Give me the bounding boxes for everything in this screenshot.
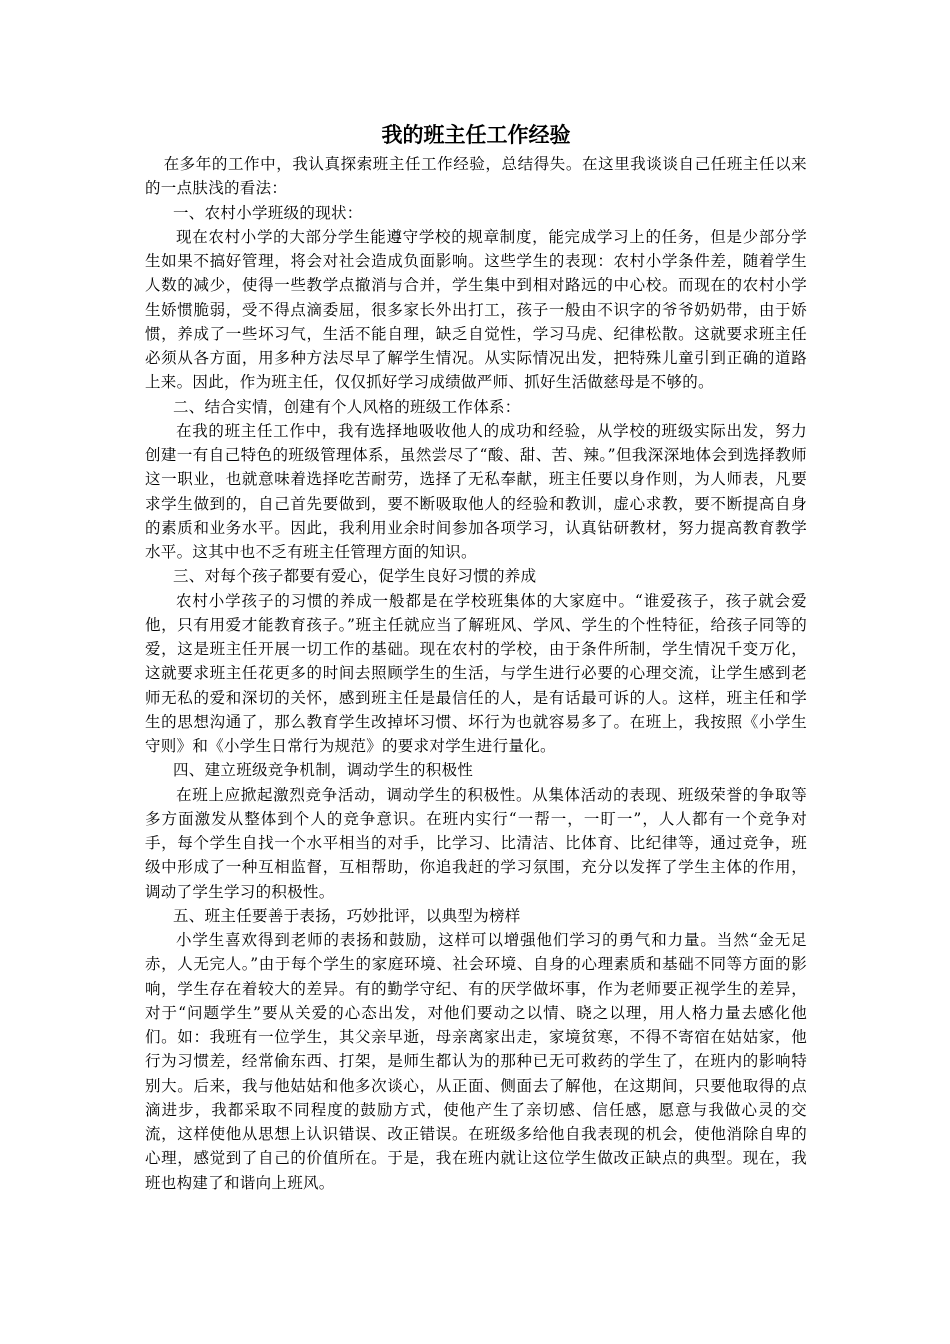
section-body-2: 在我的班主任工作中，我有选择地吸收他人的成功和经验，从学校的班级实际出发，努力创建一有自己特色的班级管理体系，虽然尝尽了“酸、甜、苦、辣。”但我深深地体会到选择教师这一职业，也就意味着选择吃苦耐劳，选择了无私奉献，班主任要以身作则，为人师表，凡要求学生做到的，自己首先要做到，要不断吸取他人的经验和教训，虚心求教，要不断提高自身的素质和业务水平。因此，我利用业余时间参加各项学习，认真钻研教材，努力提高教育教学水平。这其中也不乏有班主任管理方面的知识。	[145, 421, 807, 561]
section-body-3: 农村小学孩子的习惯的养成一般都是在学校班集体的大家庭中。“谁爱孩子，孩子就会爱他，只有用爱才能教育孩子。”班主任就应当了解班风、学风、学生的个性特征，给孩子同等的爱，这是班主任开展一切工作的基础。现在农村的学校，由于条件所制，学生情况千变万化，这就要求班主任花更多的时间去照顾学生的生活，与学生进行必要的心理交流，让学生感到老师无私的爱和深切的关怀，感到班主任是最信任的人，是有话最可诉的人。这样，班主任和学生的思想沟通了，那么教育学生改掉坏习惯、坏行为也就容易多了。在班上，我按照《小学生守则》和《小学生日常行为规范》的要求对学生进行量化。	[145, 591, 807, 755]
section-body-4: 在班上应掀起激烈竞争活动，调动学生的积极性。从集体活动的表现、班级荣誉的争取等多方面激发从整体到个人的竞争意识。在班内实行“一帮一，一盯一”，人人都有一个竞争对手，每个学生自找一个水平相当的对手，比学习、比清洁、比体育、比纪律等，通过竞争，班级中形成了一种互相监督，互相帮助，你追我赶的学习氛围，充分以发挥了学生主体的作用，调动了学生学习的积极性。	[145, 785, 807, 901]
intro-paragraph: 在多年的工作中，我认真探索班主任工作经验，总结得失。在这里我谈谈自己任班主任以来的一点肤浅的看法：	[145, 155, 807, 198]
section-heading-3: 三、对每个孩子都要有爱心，促学生良好习惯的养成	[173, 567, 537, 586]
section-heading-2: 二、结合实情，创建有个人风格的班级工作体系：	[173, 397, 521, 416]
section-body-5: 小学生喜欢得到老师的表扬和鼓励，这样可以增强他们学习的勇气和力量。当然“金无足赤，人无完人。”由于每个学生的家庭环境、社会环境、自身的心理素质和基础不同等方面的影响，学生存在着较大的差异。有的勤学守纪、有的厌学做坏事，作为老师要正视学生的差异，对于“问题学生”要从关爱的心态出发，对他们要动之以情、晓之以理，用人格力量去感化他们。如：我班有一位学生，其父亲早逝，母亲离家出走，家境贫寒，不得不寄宿在姑姑家，他行为习惯差，经常偷东西、打架，是师生都认为的那种已无可救药的学生了，在班内的影响特别大。后来，我与他姑姑和他多次谈心，从正面、侧面去了解他，在这期间，只要他取得的点滴进步，我都采取不同程度的鼓励方式，使他产生了亲切感、信任感，愿意与我做心灵的交流，这样使他从思想上认识错误、改正错误。在班级多给他自我表现的机会，使他消除自卑的心理，感觉到了自己的价值所在。于是，我在班内就让这位学生做改正缺点的典型。现在，我班也构建了和谐向上班风。	[145, 931, 807, 1192]
section-body-1: 现在农村小学的大部分学生能遵守学校的规章制度，能完成学习上的任务，但是少部分学生如果不搞好管理，将会对社会造成负面影响。这些学生的表现：农村小学条件差，随着学生人数的减少，使得一些教学点撤消与合并，学生集中到相对路远的中心校。而现在的农村小学生娇惯脆弱，受不得点滴委屈，很多家长外出打工，孩子一般由不识字的爷爷奶奶带，由于娇惯，养成了一些坏习气，生活不能自理，缺乏自觉性，学习马虎、纪律松散。这就要求班主任必须从各方面，用多种方法尽早了解学生情况。从实际情况出发，把特殊儿童引到正确的道路上来。因此，作为班主任，仅仅抓好学习成绩做严师、抓好生活做慈母是不够的。	[145, 227, 807, 392]
section-heading-5: 五、班主任要善于表扬，巧妙批评，以典型为榜样	[173, 906, 521, 925]
section-heading-4: 四、建立班级竞争机制，调动学生的积极性	[173, 761, 474, 780]
document-page	[145, 118, 807, 1195]
document-title: 我的班主任工作经验	[381, 122, 571, 147]
section-heading-1: 一、农村小学班级的现状：	[173, 203, 363, 222]
